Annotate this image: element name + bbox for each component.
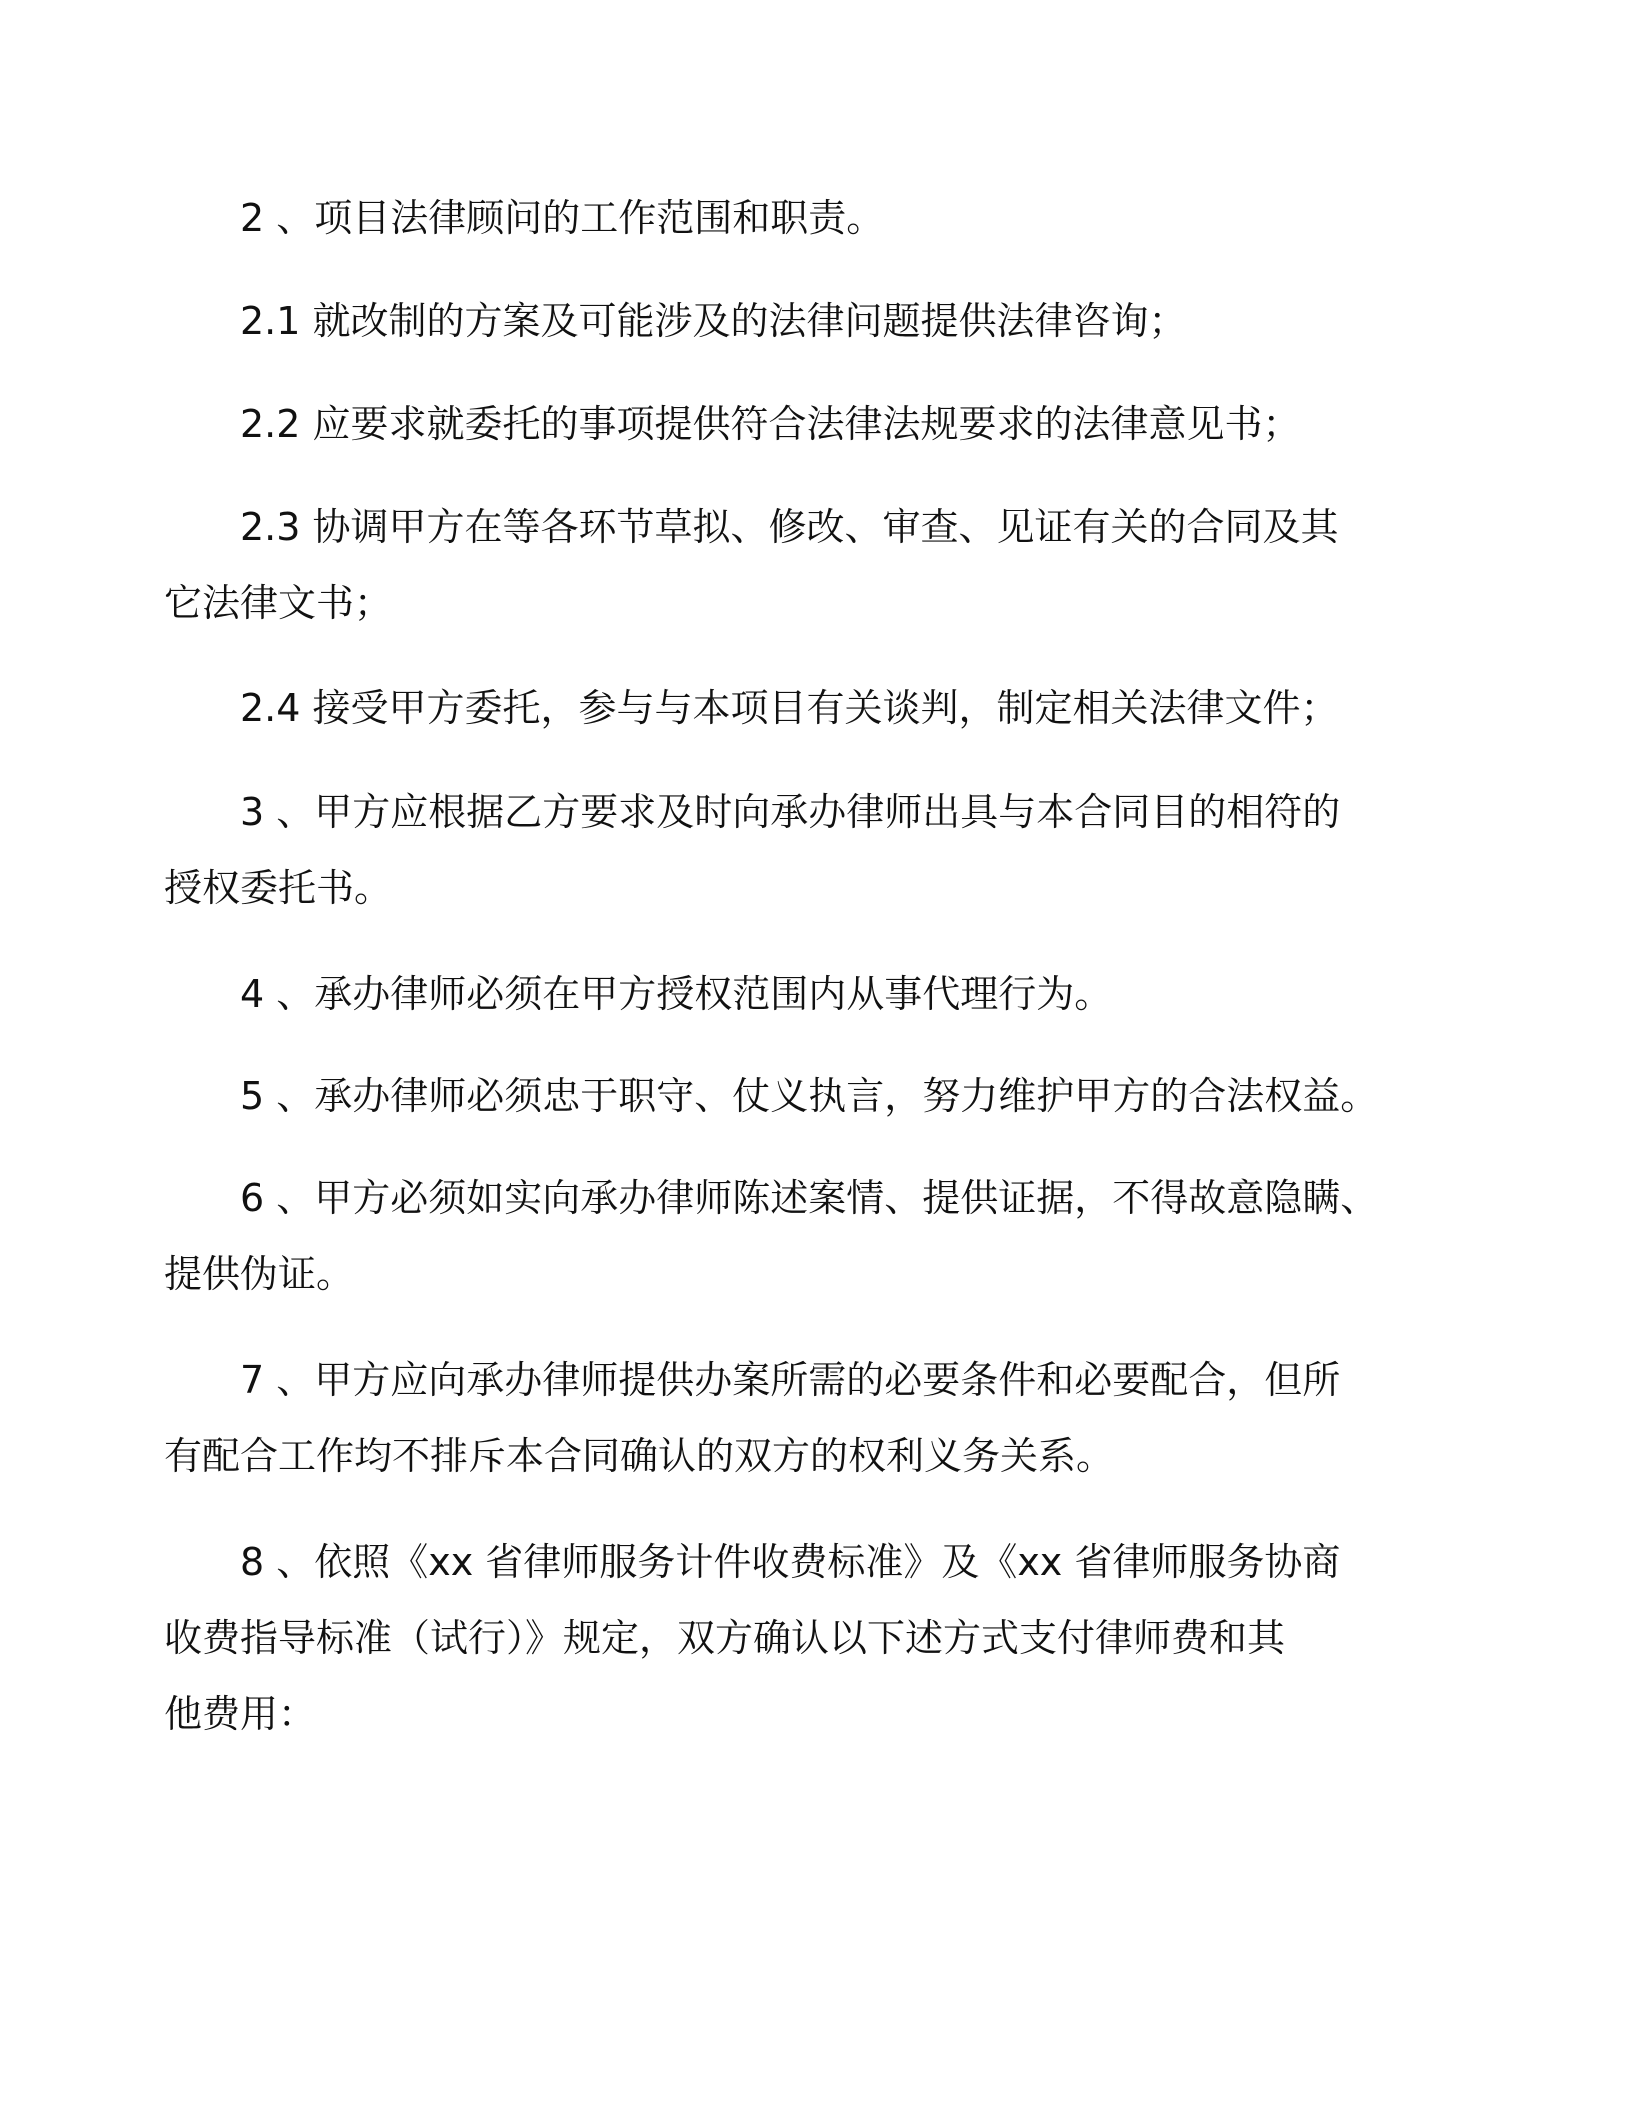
paragraph-line: 有配合工作均不排斥本合同确认的双方的权利义务关系。 (164, 1434, 1115, 1478)
paragraph-line: 8 、依照《xx 省律师服务计件收费标准》及《xx 省律师服务协商 (240, 1540, 1341, 1584)
paragraph-line: 4 、承办律师必须在甲方授权范围内从事代理行为。 (240, 972, 1113, 1016)
paragraph-line: 他费用： (164, 1692, 317, 1736)
paragraph-2-3 (164, 489, 1420, 641)
paragraph-2-2 (240, 386, 1420, 462)
paragraph-line: 7 、甲方应向承办律师提供办案所需的必要条件和必要配合，但所 (240, 1358, 1341, 1402)
paragraph-line: 2.1 就改制的方案及可能涉及的法律问题提供法律咨询； (240, 299, 1187, 343)
paragraph-line: 授权委托书。 (164, 866, 393, 910)
paragraph-line: 6 、甲方必须如实向承办律师陈述案情、提供证据，不得故意隐瞒、 (240, 1176, 1379, 1220)
paragraph-line: 2.2 应要求就委托的事项提供符合法律法规要求的法律意见书； (240, 402, 1301, 446)
paragraph-3 (164, 774, 1420, 926)
paragraph-5 (240, 1058, 1420, 1134)
paragraph-line: 2 、项目法律顾问的工作范围和职责。 (240, 196, 885, 240)
paragraph-2-4 (240, 670, 1420, 746)
paragraph-6 (164, 1160, 1420, 1312)
paragraph-line: 收费指导标准（试行）》规定，双方确认以下述方式支付律师费和其 (164, 1616, 1286, 1660)
paragraph-line: 5 、承办律师必须忠于职守、仗义执言，努力维护甲方的合法权益。 (240, 1074, 1379, 1118)
paragraph-line: 2.4 接受甲方委托，参与与本项目有关谈判，制定相关法律文件； (240, 686, 1339, 730)
paragraph-line: 提供伪证。 (164, 1252, 355, 1296)
paragraph-line: 2.3 协调甲方在等各环节草拟、修改、审查、见证有关的合同及其 (240, 505, 1339, 549)
paragraph-2-1 (240, 283, 1420, 359)
paragraph-line: 它法律文书； (164, 581, 393, 625)
paragraph-2 (240, 180, 1420, 256)
paragraph-line: 3 、甲方应根据乙方要求及时向承办律师出具与本合同目的相符的 (240, 790, 1341, 834)
paragraph-4 (240, 956, 1420, 1032)
paragraph-8 (164, 1524, 1420, 1752)
paragraph-7 (164, 1342, 1420, 1494)
